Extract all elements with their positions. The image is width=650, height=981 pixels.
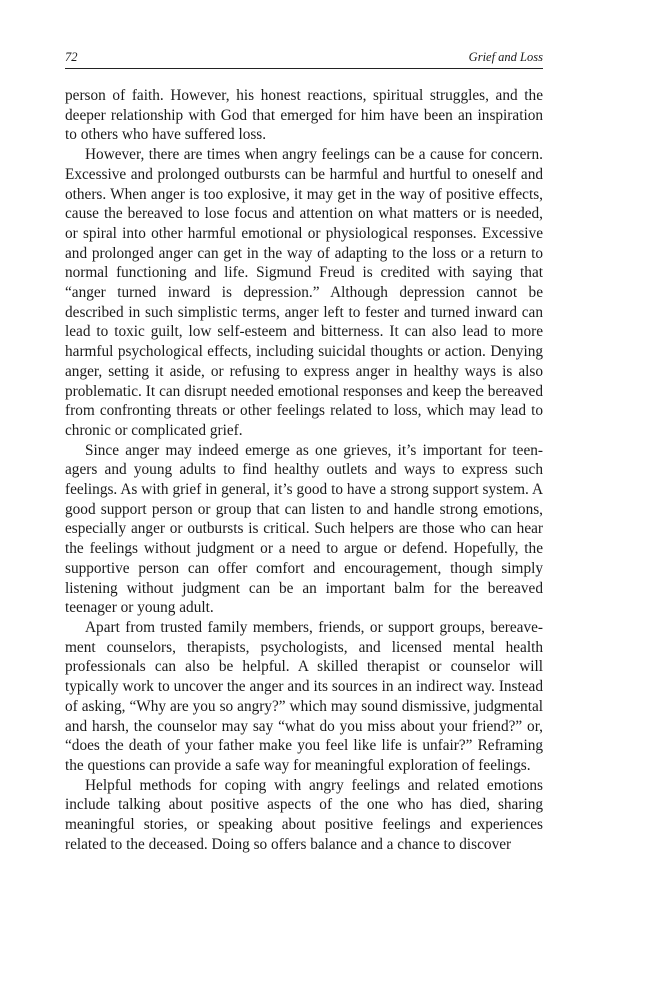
paragraph-healthy-outlets: Since anger may indeed emerge as one grieves, it’s important for teenagers and young adults to find healthy outlets and ways to express such feelings. As with grief in general, it’s good to have a strong support system. A good support person or group that can listen to and handle strong emotions, especially anger or outbursts is critical. Such helpers are those who can hear the feelings without judgment or a need to argue or defend. Hopefully, the supportive person can offer comfort and encouragement, though simply listening without judgment can be an important balm for the bereaved teenager or young adult. bbox=[65, 441, 543, 617]
paragraph-professional-help: Apart from trusted family members, friends, or support groups, bereavement counselors, therapists, psychologists, and licensed mental health professionals can also be helpful. A skilled therapist or counselor will typically work to uncover the anger and its sources in an indirect way. Instead of asking, “Why are you so angry?” which may sound dismissive, judgmental and harsh, the counselor may say “what do you miss about your friend?” or, “does the death of your father make you feel like life is unfair?” Reframing the questions can provide a safe way for meaningful exploration of feelings. bbox=[65, 618, 543, 774]
book-page bbox=[65, 50, 543, 854]
page-number: 72 bbox=[65, 50, 78, 64]
paragraph-continued: person of faith. However, his honest reactions, spiritual struggles, and the deeper relationship with God that emerged for him have been an inspiration to others who have suffered loss. bbox=[65, 87, 543, 144]
running-title: Grief and Loss bbox=[468, 50, 543, 64]
paragraph-coping-methods: Helpful methods for coping with angry feelings and related emotions include talking about positive aspects of the one who has died, sharing meaningful stories, or speaking about positive feelings and experiences related to the deceased. Doing so offers balance and a chance to discover bbox=[65, 776, 543, 853]
paragraph-anger-concern: However, there are times when angry feelings can be a cause for concern. Excessive and prolonged outbursts can be harmful and hurtful to oneself and others. When anger is too explosive, it may get in the way of positive effects, cause the bereaved to lose focus and attention on what matters or is needed, or spiral into other harmful emotional or physiological responses. Excessive and prolonged anger can get in the way of adapting to the loss or a return to normal functioning and life. Sigmund Freud is credited with saying that “anger turned inward is depression.” Although depression cannot be described in such simplistic terms, anger left to fester and turned inward can lead to toxic guilt, low self-esteem and bitterness. It can also lead to more harmful psychological effects, including suicidal thoughts or action. Denying anger, setting it aside, or refusing to express anger in healthy ways is also problematic. It can disrupt needed emotional responses and keep the bereaved from confronting threats or other feelings related to loss, which may lead to chronic or complicated grief. bbox=[65, 146, 543, 439]
body-text bbox=[65, 86, 543, 854]
running-head bbox=[65, 50, 543, 69]
